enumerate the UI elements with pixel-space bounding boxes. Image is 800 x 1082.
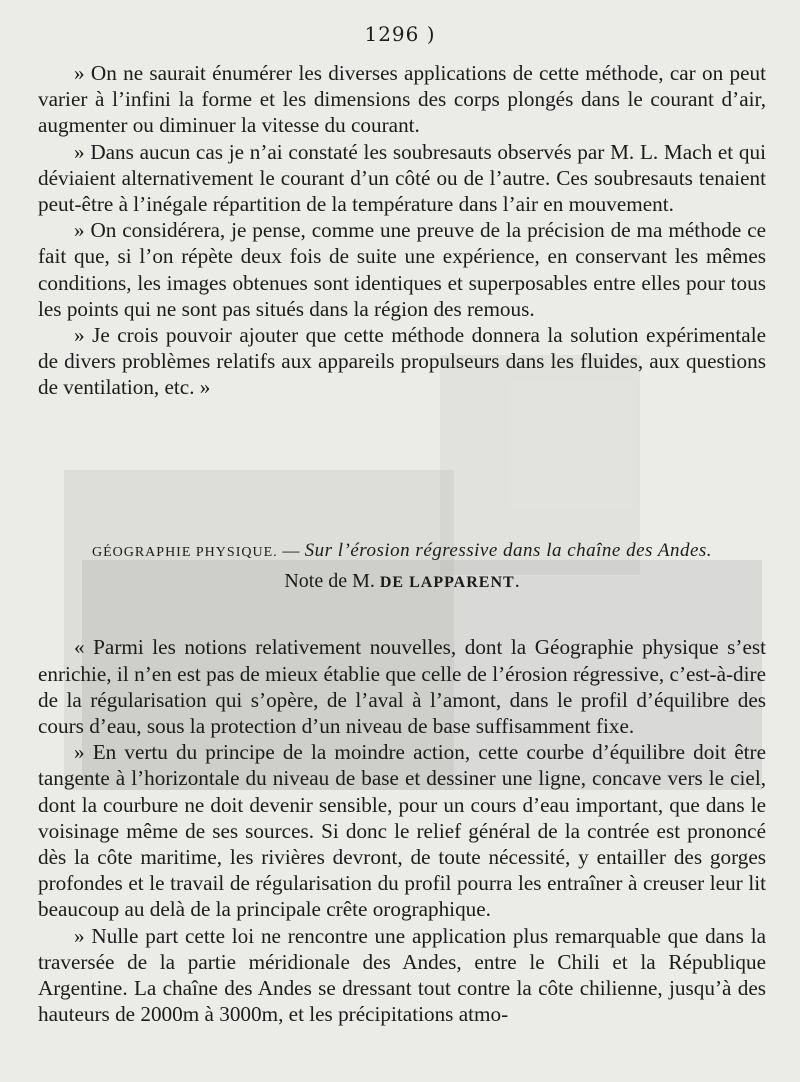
- paragraph: » En vertu du principe de la moindre action, cette courbe d’équilibre doit être tangente à l’horizontale du niveau de base et dessiner une ligne, concave vers le ciel, dont la courbure ne doit devenir sensible, pour un cours d’eau important, que dans le voisinage même de ses sources. Si donc le relief général de la contrée est prononcé dès la côte maritime, les rivières devront, de toute nécessité, y entailler des gorges profondes et le travail de régularisation du profil pourra les entraîner à creuser leur lit beaucoup au delà de la principale crête orographique.: [38, 740, 766, 922]
- paragraph: » Nulle part cette loi ne rencontre une application plus remarquable que dans la traversée de la partie méridionale des Andes, entre le Chili et la République Argentine. La chaîne des Andes se dressant tout contre la côte chilienne, jusqu’à des hauteurs de 2000m à 3000m, et les précipitations atmo-: [38, 923, 766, 1027]
- author-name: DE LAPPARENT: [379, 574, 515, 592]
- text-block-bottom: [38, 538, 766, 1027]
- section-category: GÉOGRAPHIE PHYSIQUE.: [91, 545, 278, 560]
- paragraph: » Dans aucun cas je n’ai constaté les soubresauts observés par M. L. Mach et qui déviaient alternativement le courant d’un côté ou de l’autre. Ces soubresauts tenaient peut-être à l’inégale répartition de la température dans l’air en mouvement.: [38, 139, 766, 217]
- section-title: Sur l’érosion régressive dans la chaîne des Andes.: [304, 540, 713, 561]
- section-dash: —: [277, 541, 305, 560]
- note-suffix: .: [514, 570, 520, 593]
- text-block-top: [38, 60, 766, 401]
- paragraph: « Parmi les notions relativement nouvelles, dont la Géographie physique s’est enrichie, il n’en est pas de mieux établie que celle de l’érosion régressive, c’est-à-dire de la régularisation qui s’opère, de l’aval à l’amont, dans le profil d’équilibre des cours d’eau, sous la protection d’un niveau de base suffisamment fixe.: [38, 635, 766, 739]
- page-number: 1296 ): [364, 22, 436, 46]
- author-line: [38, 568, 766, 596]
- paragraph: » Je crois pouvoir ajouter que cette méthode donnera la solution expérimentale de divers problèmes relatifs aux appareils propulseurs dans les fluides, aux questions de ventilation, etc. »: [38, 323, 766, 400]
- paragraph: » On ne saurait énumérer les diverses applications de cette méthode, car on peut varier à l’infini la forme et les dimensions des corps plongés dans le courant d’air, augmenter ou diminuer la vitesse du courant.: [38, 61, 766, 138]
- note-prefix: Note de M.: [284, 570, 380, 593]
- section-heading: [38, 538, 766, 566]
- paragraph: » On considérera, je pense, comme une preuve de la précision de ma méthode ce fait que, si l’on répète deux fois de suite une expérience, en conservant les mêmes conditions, les images obtenues sont identiques et superposables entre elles pour tous les points qui ne sont pas situés dans la région des remous.: [38, 218, 766, 321]
